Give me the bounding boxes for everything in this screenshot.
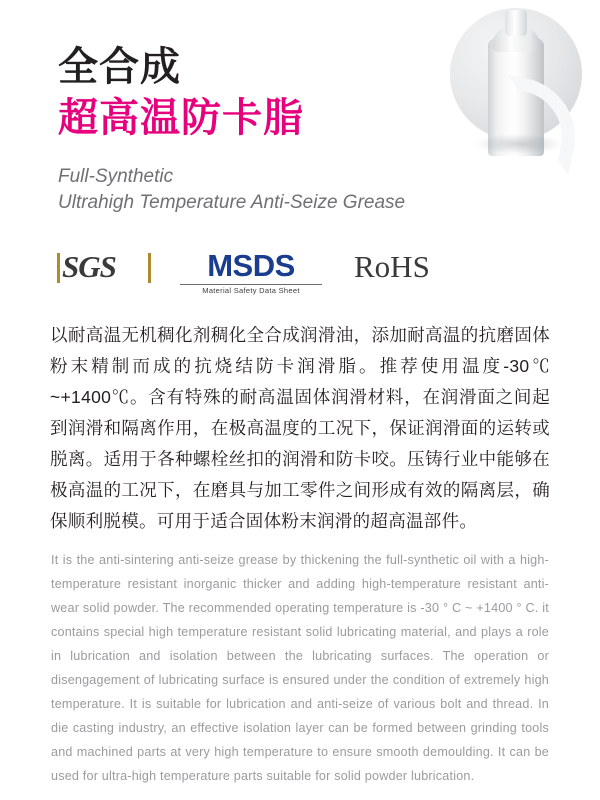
sgs-logo [62, 250, 158, 284]
sgs-logo-label: SGS [62, 249, 116, 284]
title-block [58, 44, 458, 216]
page-title-cn-secondary: 超高温防卡脂 [58, 96, 304, 140]
page-title-cn-primary: 全合成 [58, 45, 181, 89]
rohs-logo-label: RoHS [354, 249, 430, 284]
grease-tube-nozzle [505, 10, 527, 36]
sgs-bar-left-icon [57, 253, 60, 283]
sgs-bar-right-icon [148, 253, 151, 283]
subtitle-en-line2: Ultrahigh Temperature Anti-Seize Grease [58, 192, 406, 213]
subtitle-en-line1: Full-Synthetic [58, 166, 174, 187]
subtitle-en [58, 164, 458, 216]
certification-logos [62, 250, 542, 302]
product-shadow [476, 134, 562, 154]
msds-logo [180, 250, 322, 296]
description-chinese: 以耐高温无机稠化剂稠化全合成润滑油，添加耐高温的抗磨固体粉末精制而成的抗烧结防卡润滑脂。推荐使用温度-30℃ ~+1400℃。含有特殊的耐高温固体润滑材料，在润滑面之间起到润滑和隔离作用，在极高温度的工况下，保证润滑面的运转或脱离。适用于各种螺栓丝扣的润滑和防卡咬。压铸行业中能够在极高温的工况下，在磨具与加工零件之间形成有效的隔离层，确保顺利脱模。可用于适合固体粉末润滑的超高温部件。 [50, 325, 550, 531]
rohs-logo [354, 250, 430, 284]
msds-logo-sublabel: Material Safety Data Sheet [180, 284, 322, 296]
description-english: It is the anti-sintering anti-seize grease by thickening the full-synthetic oil with a high-temperature resistant inorganic thicker and adding high-temperature resistant anti-wear solid powder. The recommended operating temperature is -30 ° C ~ +1400 ° C. it contains special high temperature resistant solid lubricating material, and plays a role in lubrication and isolation between the lubricating surfaces. The operation or disengagement of lubricating surface is ensured under the condition of extremely high temperature. It is suitable for lubrication and anti-seize of various bolt and thread. In die casting industry, an effective isolation layer can be formed between grinding tools and machined parts at very high temperature to ensure smooth demoulding. It can be used for ultra-high temperature parts suitable for solid powder lubrication. [51, 553, 549, 783]
msds-logo-label: MSDS [207, 248, 295, 283]
